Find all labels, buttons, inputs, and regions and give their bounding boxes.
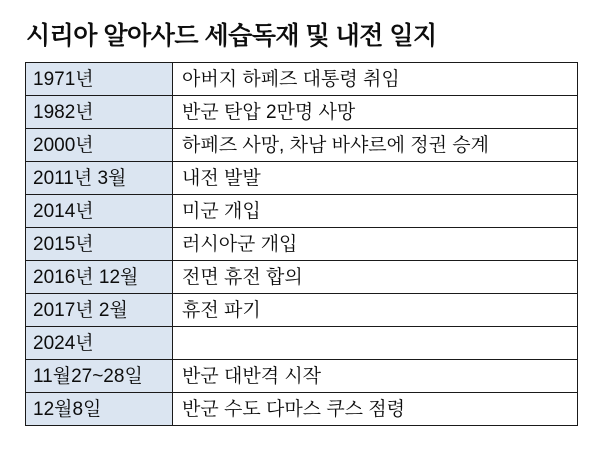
table-row <box>26 195 578 228</box>
table-row <box>26 162 578 195</box>
date-cell: 12월8일 <box>26 393 173 426</box>
event-cell: 내전 발발 <box>173 162 578 195</box>
date-cell: 2011년 3월 <box>26 162 173 195</box>
date-cell: 1971년 <box>26 63 173 96</box>
date-cell: 11월27~28일 <box>26 360 173 393</box>
table-row <box>26 294 578 327</box>
date-cell: 2015년 <box>26 228 173 261</box>
event-cell <box>173 327 578 360</box>
event-cell: 반군 대반격 시작 <box>173 360 578 393</box>
table-row <box>26 360 578 393</box>
page-title: 시리아 알아사드 세습독재 및 내전 일지 <box>26 22 437 50</box>
event-cell: 휴전 파기 <box>173 294 578 327</box>
table-row <box>26 327 578 360</box>
date-cell: 2000년 <box>26 129 173 162</box>
event-cell: 러시아군 개입 <box>173 228 578 261</box>
timeline-table-body <box>26 63 578 426</box>
event-cell: 반군 탄압 2만명 사망 <box>173 96 578 129</box>
date-cell: 2024년 <box>26 327 173 360</box>
date-cell: 2016년 12월 <box>26 261 173 294</box>
event-cell: 아버지 하페즈 대통령 취임 <box>173 63 578 96</box>
date-cell: 1982년 <box>26 96 173 129</box>
event-cell: 반군 수도 다마스 쿠스 점령 <box>173 393 578 426</box>
table-row <box>26 228 578 261</box>
table-row <box>26 393 578 426</box>
event-cell: 미군 개입 <box>173 195 578 228</box>
timeline-table <box>25 62 578 426</box>
date-cell: 2017년 2월 <box>26 294 173 327</box>
date-cell: 2014년 <box>26 195 173 228</box>
table-row <box>26 261 578 294</box>
table-row <box>26 96 578 129</box>
table-row <box>26 129 578 162</box>
table-row <box>26 63 578 96</box>
event-cell: 하페즈 사망, 차남 바샤르에 정권 승계 <box>173 129 578 162</box>
event-cell: 전면 휴전 합의 <box>173 261 578 294</box>
